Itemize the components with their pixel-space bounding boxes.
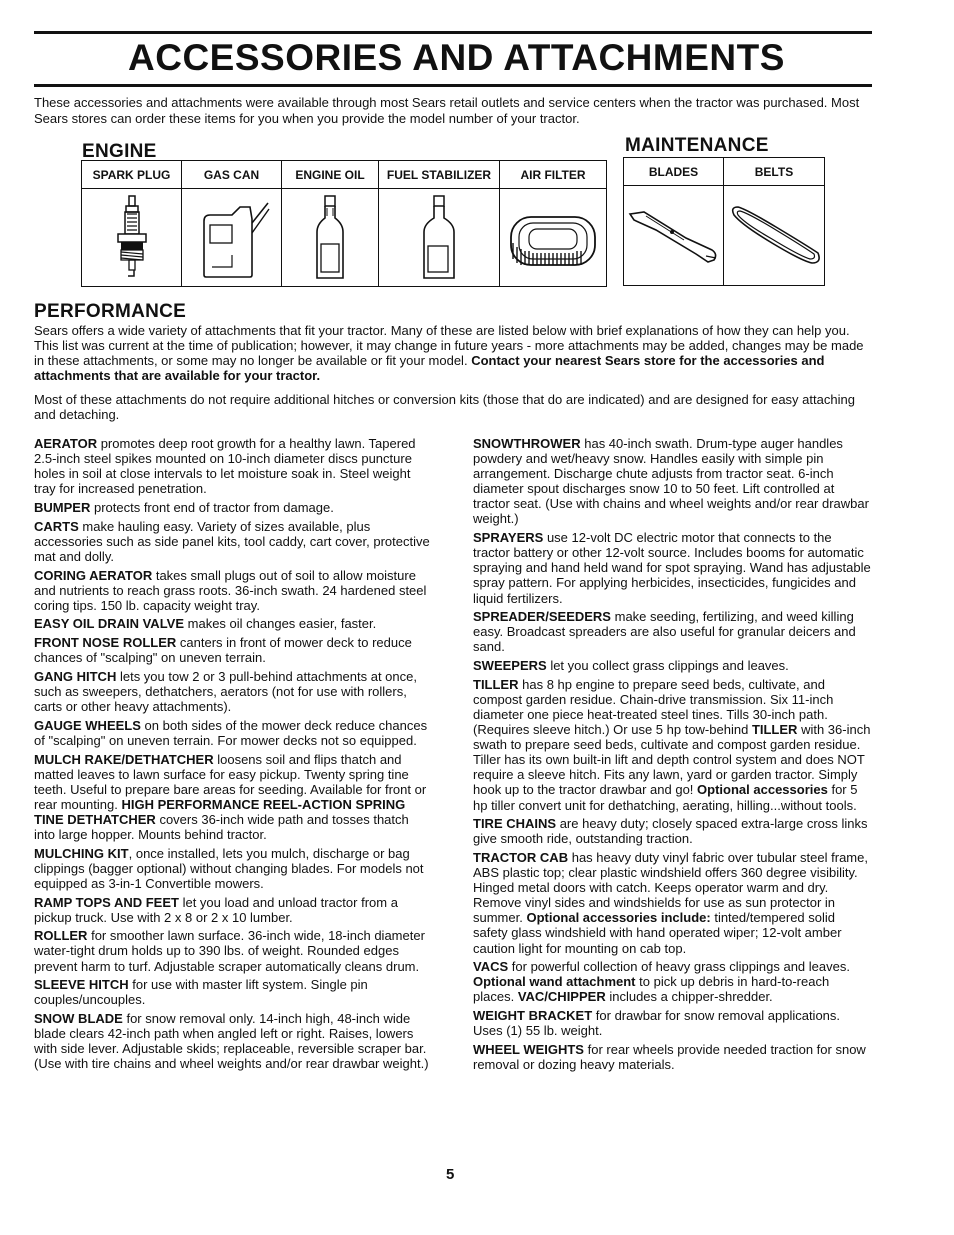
item-term: BUMPER (34, 499, 91, 515)
performance-heading: PERFORMANCE (34, 301, 187, 322)
item-term: SWEEPERS (473, 658, 547, 674)
item-text: tinted/tempered solid safety glass windshield with hand operated wiper; 12-volt amber caution light for mounting on cab top. (473, 910, 842, 956)
list-item (34, 669, 432, 714)
item-term: SPREADER/SEEDERS (473, 609, 611, 625)
blade-icon (626, 206, 722, 266)
item-text: for powerful collection of heavy grass clippings and leaves. (511, 959, 850, 975)
engine-item-label: AIR FILTER (500, 161, 607, 189)
list-item (34, 635, 432, 665)
item-text: to pick up debris in hard-to-reach places. (473, 974, 830, 1005)
item-text: lets you tow 2 or 3 pull-behind attachments at once, such as sweepers, dethatchers, aerators (not for use with rollers, carts or other heavy attachments). (34, 668, 417, 715)
item-text: on both sides of the mower deck reduce chances of "scalping" on uneven terrain. For mower decks not so equipped. (34, 717, 428, 748)
item-term: WHEEL WEIGHTS (473, 1041, 584, 1057)
item-text: , once installed, lets you mulch, discharge or bag clippings (bagger optional) without changing blades. For models not equipped as 3-in-1 Convertible mowers. (34, 845, 424, 891)
item-text: for drawbar for snow removal applications. Uses (1) 55 lb. weight. (473, 1008, 841, 1039)
engine-heading: ENGINE (82, 141, 157, 162)
list-item (34, 436, 432, 496)
air-filter-cell (500, 189, 607, 287)
item-term: SNOWTHROWER (473, 436, 581, 451)
list-item (473, 677, 871, 813)
item-term: FRONT NOSE ROLLER (34, 635, 177, 651)
page-title: ACCESSORIES AND ATTACHMENTS (128, 37, 785, 78)
item-term: TIRE CHAINS (473, 816, 557, 832)
intro-paragraph: These accessories and attachments were available through most Sears retail outlets and service centers when the tractor was purchased. Most Sears stores can order these items for you when you provide the model number of your tractor. (34, 95, 860, 126)
gas-can-icon (192, 197, 272, 279)
list-item (34, 846, 432, 891)
engine-item-label: FUEL STABILIZER (379, 161, 500, 189)
item-text: for smoother lawn surface. 36-inch wide, 18-inch diameter water-tight drum holds up to 390 lbs. of weight. Rounded edges prevent harm to turf. Adjustable scraper automatically cleans drum. (34, 928, 425, 974)
list-item (473, 609, 871, 654)
item-text: has heavy duty vinyl fabric over tubular steel frame, ABS plastic top; clear plastic windshield offers 360 degree visibility. Hinged metal doors with catch. Keeps operator warm and dry. Remove vinyl sides and windshields for use as sun protector in summer. (473, 850, 868, 926)
item-text: promotes deep root growth for a healthy lawn. Tapered 2.5-inch steel spikes mounted on 10-inch diameter discs puncture holes in soil at close intervals to let moisture soak in. Steel weight tray for increased penetration. (34, 436, 416, 497)
belt-icon (726, 203, 822, 269)
item-text: for snow removal only. 14-inch high, 48-inch wide blade clears 42-inch path when angled left or right. Raises, lowers with side lever. Adjustable skids; replaceable, reversible scraper bar. (Use with tire chains and wheel weights and/or rear drawbar weight.) (34, 1011, 429, 1072)
list-item (473, 1008, 871, 1038)
performance-paragraph (34, 323, 872, 383)
item-text: has 40-inch swath. Drum-type auger handles powdery and wet/heavy snow. Handles easily with simple pin arrangement. Discharge chute adjusts from tractor seat. 6-inch diameter spout discharges snow 10 to 50 feet. Lift controlled at tractor seat. (Use with chains and wheel weights and/or rear drawbar weight.) (473, 436, 869, 527)
list-item (473, 816, 871, 846)
item-term: CARTS (34, 518, 79, 534)
performance-text (34, 323, 872, 431)
item-text: let you collect grass clippings and leaves. (550, 658, 789, 674)
list-item (34, 616, 432, 631)
item-term: Optional wand attachment (473, 974, 636, 990)
item-term: SPRAYERS (473, 530, 544, 546)
page-number: 5 (446, 1166, 455, 1183)
item-term: MULCH RAKE/DETHATCHER (34, 751, 214, 767)
list-item (34, 752, 432, 843)
item-text: covers 36-inch wide path and tosses thatch into large hopper. Mounts behind tractor. (34, 811, 409, 842)
item-term: TILLER (473, 676, 519, 692)
item-text: loosens soil and flips thatch and matted leaves to lawn surface for easy pickup. Twenty spring tine teeth. Useful to prepare bare areas for seeding. Available for front or rear mounting. (34, 751, 427, 812)
performance-para1-bold: Contact your nearest Sears store for the accessories and attachments that are available for your tractor. (34, 353, 825, 383)
spark-plug-cell (82, 189, 182, 287)
title-underline (34, 84, 872, 87)
item-text: includes a chipper-shredder. (609, 989, 773, 1005)
stabilizer-bottle-icon (414, 194, 464, 282)
item-term: Optional accessories include: (526, 910, 711, 926)
spark-plug-icon (112, 194, 152, 282)
item-term: ROLLER (34, 928, 88, 944)
item-text: takes small plugs out of soil to allow moisture and nutrients to reach grass roots. 36-inch swath. 24 hardened steel coring tips. 150 lb. capacity weight tray. (34, 567, 427, 613)
engine-item-label: GAS CAN (182, 161, 282, 189)
item-text: makes oil changes easier, faster. (187, 616, 377, 632)
list-item (34, 568, 432, 613)
item-term: EASY OIL DRAIN VALVE (34, 616, 185, 632)
engine-oil-cell (282, 189, 379, 287)
list-item (34, 895, 432, 925)
item-text: make hauling easy. Variety of sizes available, plus accessories such as side panel kits, tool caddy, cart cover, protective mat and dolly. (34, 518, 430, 564)
list-item (34, 977, 432, 1007)
item-text: use 12-volt DC electric motor that connects to the tractor battery or other 12-volt source. Includes booms for automatic spraying and hand held wand for spot spraying. Wand has adjustable spray pattern. For applying herbicides, insecticides, fungicides and liquid fertilizers. (473, 530, 871, 606)
fuel-stabilizer-cell (379, 189, 500, 287)
list-item (34, 928, 432, 973)
list-item (34, 1011, 432, 1071)
maintenance-heading: MAINTENANCE (625, 135, 769, 156)
item-term: Optional accessories (697, 782, 828, 798)
gas-can-cell (182, 189, 282, 287)
item-text: for rear wheels provide needed traction for snow removal or dozing heavy materials. (473, 1041, 866, 1072)
air-filter-icon (505, 203, 601, 273)
item-text: with 36-inch swath to prepare seed beds, cultivate and compost garden residue. Tiller has its own built-in lift and depth control system and does NOT require a sleeve hitch. Fits any lawn, yard or garden tractor. Simply hook up to the tractor drawbar and go! (473, 722, 871, 798)
item-term: HIGH PERFORMANCE REEL-ACTION SPRING TINE DETHATCHER (34, 796, 406, 827)
item-term: VAC/CHIPPER (517, 989, 606, 1005)
right-column (473, 436, 871, 1076)
maintenance-table (623, 157, 825, 286)
list-item (34, 718, 432, 748)
item-term: VACS (473, 959, 509, 975)
item-term: AERATOR (34, 436, 98, 451)
item-text: for 5 hp tiller convert unit for dethatching, aerating, hilling...without tools. (473, 782, 858, 813)
list-item (473, 1042, 871, 1072)
item-term: GANG HITCH (34, 668, 117, 684)
engine-item-label: SPARK PLUG (82, 161, 182, 189)
top-rule (34, 31, 872, 34)
item-text: has 8 hp engine to prepare seed beds, cultivate, and compost garden residue. Chain-drive transmission. Six 11-inch diameter one piece heat-treated steel tines. Tills 30-inch path. (Requires sleeve hitch.) Or use 5 hp tow-behind (473, 676, 834, 738)
item-text: make seeding, fertilizing, and weed killing easy. Broadcast spreaders are also useful for granular deicers and sand. (473, 609, 856, 655)
item-text: canters in front of mower deck to reduce chances of "scalping" on uneven terrain. (34, 635, 412, 666)
item-text: for use with master lift system. Single pin couples/uncouples. (34, 977, 368, 1008)
maintenance-item-label: BELTS (724, 158, 825, 186)
list-item (473, 530, 871, 605)
belts-cell (724, 186, 825, 286)
engine-item-label: ENGINE OIL (282, 161, 379, 189)
oil-bottle-icon (305, 194, 355, 282)
performance-paragraph: Most of these attachments do not require additional hitches or conversion kits (those that do are indicated) and are designed for easy attaching and detaching. (34, 392, 855, 422)
item-term: TRACTOR CAB (473, 850, 569, 865)
list-item (473, 850, 871, 956)
item-term: CORING AERATOR (34, 567, 153, 583)
item-term: RAMP TOPS AND FEET (34, 894, 179, 910)
left-column (34, 436, 432, 1075)
list-item (473, 436, 871, 527)
item-text: protects front end of tractor from damage. (93, 499, 334, 515)
list-item (34, 519, 432, 564)
maintenance-item-label: BLADES (624, 158, 724, 186)
item-text: are heavy duty; closely spaced extra-large cross links give smooth ride, outstanding traction. (473, 816, 868, 847)
performance-para1: Sears offers a wide variety of attachments that fit your tractor. Many of these are listed below with brief explanations of how they can help you. This list was current at the time of publication; however, it may change in future years - more attachments may be added, changes may be made in these attachments, or some may no longer be available or fit your model. (34, 323, 864, 368)
item-term: GAUGE WHEELS (34, 717, 141, 733)
list-item (473, 959, 871, 1004)
item-text: let you load and unload tractor from a pickup truck. Use with 2 x 8 or 2 x 10 lumber. (34, 894, 398, 925)
engine-table (81, 160, 607, 287)
item-term: WEIGHT BRACKET (473, 1008, 593, 1024)
item-term: SLEEVE HITCH (34, 977, 129, 993)
blades-cell (624, 186, 724, 286)
item-term: SNOW BLADE (34, 1011, 123, 1026)
item-term: MULCHING KIT (34, 845, 129, 861)
list-item (34, 500, 432, 515)
list-item (473, 658, 871, 673)
item-term: TILLER (751, 722, 798, 738)
